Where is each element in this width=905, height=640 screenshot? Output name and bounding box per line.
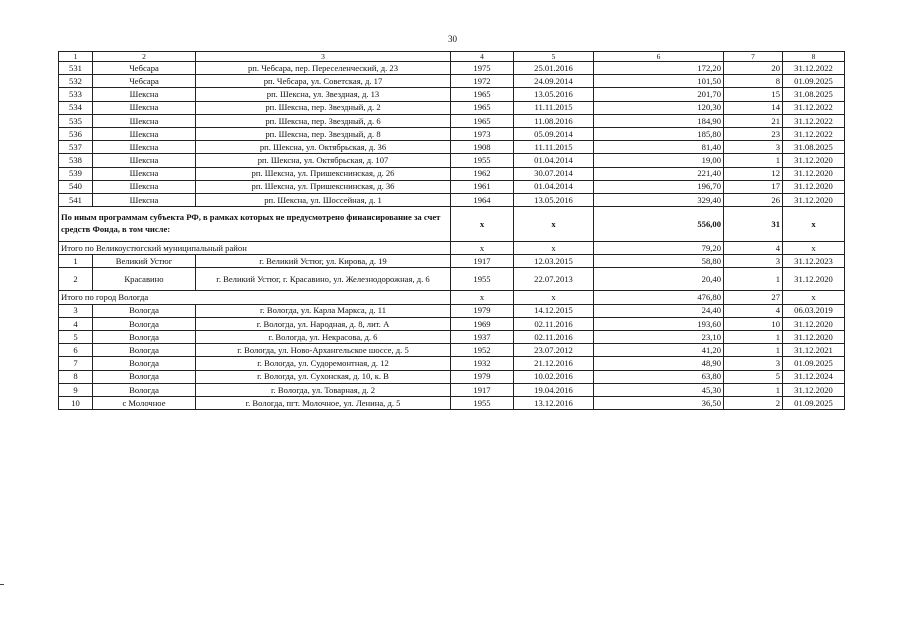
address-cell: рп. Чебсара, пер. Переселенческий, д. 23	[196, 62, 451, 75]
subtotal-label: Итого по город Вологда	[59, 291, 451, 304]
column-number: 5	[514, 52, 594, 62]
year-cell: 1969	[451, 317, 514, 330]
address-cell: рп. Шексна, пер. Звездный, д. 8	[196, 127, 451, 140]
settlement-cell: Шексна	[93, 114, 196, 127]
date-cell: 02.11.2016	[514, 331, 594, 344]
people-cell: 4	[724, 304, 783, 317]
column-number: 3	[196, 52, 451, 62]
address-cell: рп. Шексна, ул. Шоссейная, д. 1	[196, 193, 451, 206]
settlement-cell: Шексна	[93, 101, 196, 114]
deadline-cell: 31.12.2020	[783, 317, 845, 330]
year-cell: 1917	[451, 255, 514, 268]
address-cell: г. Вологда, ул. Некрасова, д. 6	[196, 331, 451, 344]
deadline-cell: 01.09.2025	[783, 396, 845, 409]
deadline-cell: 31.08.2025	[783, 88, 845, 101]
subtotal-year: х	[451, 242, 514, 255]
address-cell: рп. Шексна, ул. Октябрьская, д. 36	[196, 141, 451, 154]
area-cell: 81,40	[594, 141, 724, 154]
people-cell: 17	[724, 180, 783, 193]
people-cell: 20	[724, 62, 783, 75]
program-date: х	[514, 207, 594, 242]
area-cell: 36,50	[594, 396, 724, 409]
address-cell: г. Вологда, ул. Карла Маркса, д. 11	[196, 304, 451, 317]
people-cell: 1	[724, 268, 783, 291]
deadline-cell: 31.12.2022	[783, 127, 845, 140]
address-cell: рп. Шексна, ул. Октябрьская, д. 107	[196, 154, 451, 167]
table-row	[59, 370, 845, 383]
subtotal-deadline: х	[783, 291, 845, 304]
area-cell: 20,40	[594, 268, 724, 291]
year-cell: 1979	[451, 304, 514, 317]
table-row	[59, 331, 845, 344]
address-cell: г. Вологда, ул. Судоремонтная, д. 12	[196, 357, 451, 370]
program-year: х	[451, 207, 514, 242]
row-number: 6	[59, 344, 93, 357]
subtotal-row	[59, 291, 845, 304]
address-cell: рп. Чебсара, ул. Советская, д. 17	[196, 75, 451, 88]
area-cell: 19,00	[594, 154, 724, 167]
area-cell: 185,80	[594, 127, 724, 140]
year-cell: 1955	[451, 268, 514, 291]
area-cell: 193,60	[594, 317, 724, 330]
people-cell: 5	[724, 370, 783, 383]
settlement-cell: Вологда	[93, 317, 196, 330]
table-row	[59, 268, 845, 291]
deadline-cell: 31.12.2020	[783, 383, 845, 396]
settlement-cell: Вологда	[93, 383, 196, 396]
area-cell: 120,30	[594, 101, 724, 114]
settlement-cell: Шексна	[93, 167, 196, 180]
date-cell: 11.11.2015	[514, 101, 594, 114]
subtotal-date: х	[514, 242, 594, 255]
address-cell: г. Вологда, ул. Товарная, д. 2	[196, 383, 451, 396]
program-area: 556,00	[594, 207, 724, 242]
table-row	[59, 127, 845, 140]
address-cell: г. Великий Устюг, ул. Кирова, д. 19	[196, 255, 451, 268]
people-cell: 10	[724, 317, 783, 330]
address-cell: рп. Шексна, ул. Пришекснинская, д. 36	[196, 180, 451, 193]
address-cell: г. Вологда, ул. Ново-Архангельское шоссе, д. 5	[196, 344, 451, 357]
deadline-cell: 06.03.2019	[783, 304, 845, 317]
date-cell: 14.12.2015	[514, 304, 594, 317]
settlement-cell: Вологда	[93, 331, 196, 344]
year-cell: 1932	[451, 357, 514, 370]
subtotal-label: Итого по Великоустюгский муниципальный район	[59, 242, 451, 255]
table-row	[59, 114, 845, 127]
table-row	[59, 193, 845, 206]
people-cell: 12	[724, 167, 783, 180]
column-number-row	[59, 52, 845, 62]
row-number: 4	[59, 317, 93, 330]
column-number: 6	[594, 52, 724, 62]
date-cell: 11.11.2015	[514, 141, 594, 154]
date-cell: 12.03.2015	[514, 255, 594, 268]
subtotal-area: 476,80	[594, 291, 724, 304]
date-cell: 23.07.2012	[514, 344, 594, 357]
deadline-cell: 31.12.2020	[783, 193, 845, 206]
row-number: 536	[59, 127, 93, 140]
date-cell: 24.09.2014	[514, 75, 594, 88]
date-cell: 02.11.2016	[514, 317, 594, 330]
row-number: 534	[59, 101, 93, 114]
table-row	[59, 383, 845, 396]
date-cell: 11.08.2016	[514, 114, 594, 127]
subtotal-people: 27	[724, 291, 783, 304]
people-cell: 8	[724, 75, 783, 88]
date-cell: 13.12.2016	[514, 396, 594, 409]
row-number: 532	[59, 75, 93, 88]
year-cell: 1955	[451, 396, 514, 409]
margin-mark	[0, 584, 4, 585]
row-number: 8	[59, 370, 93, 383]
row-number: 541	[59, 193, 93, 206]
deadline-cell: 31.12.2024	[783, 370, 845, 383]
date-cell: 19.04.2016	[514, 383, 594, 396]
deadline-cell: 31.12.2020	[783, 180, 845, 193]
address-cell: рп. Шексна, пер. Звездный, д. 6	[196, 114, 451, 127]
column-number: 8	[783, 52, 845, 62]
year-cell: 1965	[451, 101, 514, 114]
housing-table	[58, 51, 845, 410]
row-number: 1	[59, 255, 93, 268]
people-cell: 3	[724, 141, 783, 154]
row-number: 3	[59, 304, 93, 317]
area-cell: 63,80	[594, 370, 724, 383]
deadline-cell: 31.12.2023	[783, 255, 845, 268]
row-number: 535	[59, 114, 93, 127]
people-cell: 23	[724, 127, 783, 140]
area-cell: 196,70	[594, 180, 724, 193]
column-number: 7	[724, 52, 783, 62]
area-cell: 45,30	[594, 383, 724, 396]
area-cell: 201,70	[594, 88, 724, 101]
row-number: 2	[59, 268, 93, 291]
table-row	[59, 255, 845, 268]
address-cell: рп. Шексна, пер. Звездный, д. 2	[196, 101, 451, 114]
table-row	[59, 304, 845, 317]
column-number: 2	[93, 52, 196, 62]
year-cell: 1952	[451, 344, 514, 357]
table-row	[59, 88, 845, 101]
deadline-cell: 31.12.2020	[783, 331, 845, 344]
row-number: 5	[59, 331, 93, 344]
settlement-cell: Шексна	[93, 141, 196, 154]
deadline-cell: 31.12.2022	[783, 62, 845, 75]
settlement-cell: Чебсара	[93, 62, 196, 75]
subtotal-year: х	[451, 291, 514, 304]
table-row	[59, 344, 845, 357]
deadline-cell: 01.09.2025	[783, 357, 845, 370]
column-number: 4	[451, 52, 514, 62]
subtotal-people: 4	[724, 242, 783, 255]
deadline-cell: 31.12.2020	[783, 268, 845, 291]
subtotal-deadline: х	[783, 242, 845, 255]
row-number: 537	[59, 141, 93, 154]
people-cell: 2	[724, 396, 783, 409]
program-people: 31	[724, 207, 783, 242]
table-row	[59, 396, 845, 409]
area-cell: 58,80	[594, 255, 724, 268]
settlement-cell: Шексна	[93, 127, 196, 140]
people-cell: 3	[724, 357, 783, 370]
settlement-cell: Красавино	[93, 268, 196, 291]
people-cell: 21	[724, 114, 783, 127]
year-cell: 1979	[451, 370, 514, 383]
people-cell: 1	[724, 331, 783, 344]
row-number: 10	[59, 396, 93, 409]
table-row	[59, 180, 845, 193]
date-cell: 13.05.2016	[514, 193, 594, 206]
area-cell: 24,40	[594, 304, 724, 317]
subtotal-row	[59, 242, 845, 255]
area-cell: 41,20	[594, 344, 724, 357]
settlement-cell: Шексна	[93, 180, 196, 193]
address-cell: г. Великий Устюг, г. Красавино, ул. Железнодорожная, д. 6	[196, 268, 451, 291]
subtotal-area: 79,20	[594, 242, 724, 255]
table-row	[59, 101, 845, 114]
row-number: 7	[59, 357, 93, 370]
people-cell: 15	[724, 88, 783, 101]
table-row	[59, 62, 845, 75]
row-number: 539	[59, 167, 93, 180]
year-cell: 1955	[451, 154, 514, 167]
people-cell: 3	[724, 255, 783, 268]
table-row	[59, 141, 845, 154]
program-label: По иным программам субъекта РФ, в рамках которых не предусмотрено финансирование за счет средств Фонда, в том числе:	[59, 207, 451, 242]
area-cell: 23,10	[594, 331, 724, 344]
settlement-cell: Вологда	[93, 370, 196, 383]
settlement-cell: Вологда	[93, 344, 196, 357]
date-cell: 21.12.2016	[514, 357, 594, 370]
row-number: 531	[59, 62, 93, 75]
people-cell: 1	[724, 154, 783, 167]
subtotal-date: х	[514, 291, 594, 304]
area-cell: 48,90	[594, 357, 724, 370]
area-cell: 184,90	[594, 114, 724, 127]
column-number: 1	[59, 52, 93, 62]
settlement-cell: Шексна	[93, 193, 196, 206]
table-row	[59, 167, 845, 180]
deadline-cell: 31.12.2022	[783, 114, 845, 127]
deadline-cell: 31.12.2021	[783, 344, 845, 357]
date-cell: 22.07.2013	[514, 268, 594, 291]
address-cell: г. Вологда, ул. Сухонская, д. 10, к. В	[196, 370, 451, 383]
address-cell: рп. Шексна, ул. Звездная, д. 13	[196, 88, 451, 101]
year-cell: 1961	[451, 180, 514, 193]
year-cell: 1975	[451, 62, 514, 75]
address-cell: г. Вологда, пгт. Молочное, ул. Ленина, д. 5	[196, 396, 451, 409]
year-cell: 1965	[451, 114, 514, 127]
area-cell: 329,40	[594, 193, 724, 206]
people-cell: 1	[724, 383, 783, 396]
date-cell: 10.02.2016	[514, 370, 594, 383]
deadline-cell: 31.08.2025	[783, 141, 845, 154]
year-cell: 1973	[451, 127, 514, 140]
people-cell: 1	[724, 344, 783, 357]
settlement-cell: Чебсара	[93, 75, 196, 88]
program-deadline: х	[783, 207, 845, 242]
address-cell: рп. Шексна, ул. Пришекснинская, д. 26	[196, 167, 451, 180]
deadline-cell: 31.12.2020	[783, 154, 845, 167]
year-cell: 1937	[451, 331, 514, 344]
area-cell: 101,50	[594, 75, 724, 88]
year-cell: 1917	[451, 383, 514, 396]
date-cell: 25.01.2016	[514, 62, 594, 75]
deadline-cell: 01.09.2025	[783, 75, 845, 88]
area-cell: 221,40	[594, 167, 724, 180]
settlement-cell: Вологда	[93, 357, 196, 370]
settlement-cell: Шексна	[93, 154, 196, 167]
table-row	[59, 317, 845, 330]
settlement-cell: Шексна	[93, 88, 196, 101]
row-number: 9	[59, 383, 93, 396]
date-cell: 30.07.2014	[514, 167, 594, 180]
people-cell: 26	[724, 193, 783, 206]
table-row	[59, 357, 845, 370]
year-cell: 1972	[451, 75, 514, 88]
date-cell: 01.04.2014	[514, 154, 594, 167]
deadline-cell: 31.12.2022	[783, 101, 845, 114]
address-cell: г. Вологда, ул. Народная, д. 8, лит. А	[196, 317, 451, 330]
year-cell: 1965	[451, 88, 514, 101]
page-number: 30	[448, 34, 457, 44]
row-number: 533	[59, 88, 93, 101]
table-row	[59, 75, 845, 88]
program-summary-row	[59, 207, 845, 242]
date-cell: 05.09.2014	[514, 127, 594, 140]
date-cell: 13.05.2016	[514, 88, 594, 101]
settlement-cell: Великий Устюг	[93, 255, 196, 268]
year-cell: 1962	[451, 167, 514, 180]
settlement-cell: с Молочное	[93, 396, 196, 409]
row-number: 540	[59, 180, 93, 193]
table-row	[59, 154, 845, 167]
date-cell: 01.04.2014	[514, 180, 594, 193]
deadline-cell: 31.12.2020	[783, 167, 845, 180]
year-cell: 1908	[451, 141, 514, 154]
settlement-cell: Вологда	[93, 304, 196, 317]
area-cell: 172,20	[594, 62, 724, 75]
year-cell: 1964	[451, 193, 514, 206]
people-cell: 14	[724, 101, 783, 114]
row-number: 538	[59, 154, 93, 167]
